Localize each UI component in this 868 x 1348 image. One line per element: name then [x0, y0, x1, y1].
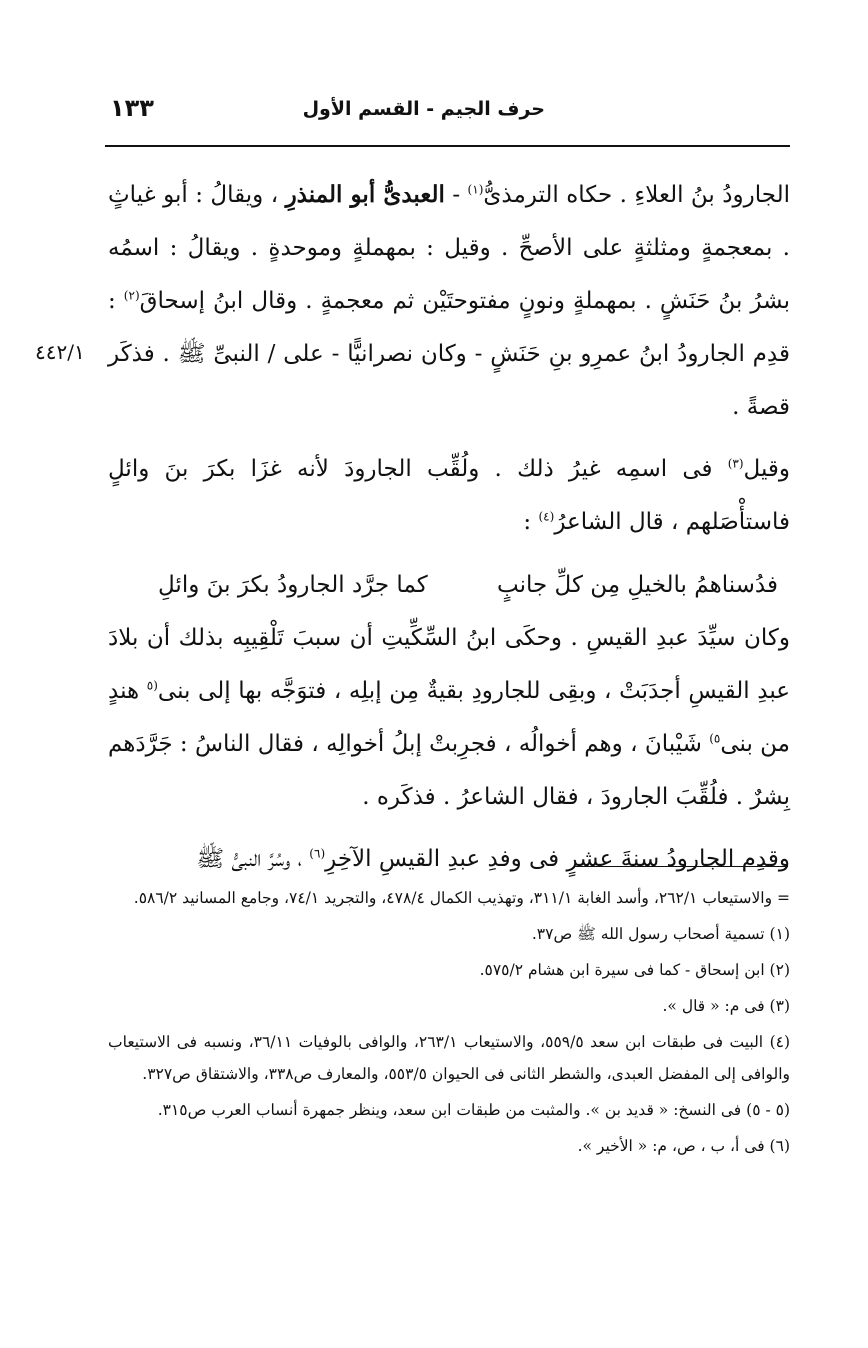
text-run: : قدِم الجارودُ ابنُ عمرِو بنِ حَنَشٍ - وكان نصرانيًّا - على / النبىِّ ﷺ . فذكَر قصةً .: [108, 288, 790, 420]
footnotes: [108, 882, 790, 1162]
footnote-marker: (٣): [727, 456, 744, 471]
footnote-3: (٣) فى م: « قال ».: [662, 997, 790, 1015]
header-divider: [105, 145, 790, 147]
footnote-marker: (٤): [538, 509, 555, 524]
paragraph-4: [108, 833, 790, 886]
footnote-marker: ٥): [709, 731, 721, 746]
footnote-continuation: = والاستيعاب ٢٦٢/١، وأسد الغابة ٣١١/١، وتهذيب الكمال ٤٧٨/٤، والتجريد ٧٤/١، وجامع المسانيد ٥٨٦/٢.: [133, 889, 790, 907]
text-run: وقيل: [743, 456, 790, 482]
text-run: الجارودُ بنُ العلاءِ . حكاه الترمذىُّ: [483, 182, 790, 208]
text-run: وكان سيِّدَ عبدِ القيسِ . وحكَى ابنُ السِّكِّيتِ أن سببَ تَلْقِيبِه بذلك أن بلادَ عبدِ القيسِ أجدَبَتْ ، وبقِى للجارودِ بقيةٌ مِن إبلِه ، فتوَجَّه بها إلى بنى: [108, 625, 791, 704]
header-title: حرف الجيم - القسم الأول: [302, 98, 545, 120]
footnote-5: (٥ - ٥) فى النسخ: « قديد بن ». والمثبت من طبقات ابن سعد، وينظر جمهرة أنساب العرب ص٣١٥.: [157, 1101, 790, 1119]
verse-second-hemistich: كما جرَّد الجارودُ بكرَ بنَ وائلِ: [158, 572, 428, 598]
running-header: [110, 94, 790, 134]
text-run: وقدِم الجارودُ سنةَ عشرٍ فى وفدِ عبدِ القيسِ الآخِرِ: [325, 846, 790, 872]
text-run: ، وسُرَّ النبىُّ ﷺ: [196, 846, 310, 872]
text-run: :: [523, 509, 539, 535]
main-text: [108, 168, 790, 886]
footnote-4: (٤) البيت فى طبقات ابن سعد ٥٥٩/٥، والاستيعاب ٢٦٣/١، والوافى بالوفيات ٣٦/١١، ونسبه فى الاستيعاب والوافى إلى المفضل العبدى، والشطر الثانى فى الحيوان ٥٥٣/٥، والمعارف ص٣٣٨، والاشتقاق ص٣٢٧.: [108, 1033, 791, 1083]
text-run: ، ويقالُ : أبو غياثٍ . بمعجمةٍ ومثلثةٍ على الأصحِّ . وقيل : بمهملةٍ وموحدةٍ . ويقالُ : اسمُه بشرُ بنُ حَنَشٍ . بمهملةٍ ونونٍ مفتوحتَيْن ثم معجمةٍ . وقال ابنُ إسحاقَ: [108, 182, 790, 314]
footnote-marker: (٥: [146, 678, 158, 693]
text-run: -: [444, 182, 468, 208]
verse-first-hemistich: فدُسناهمُ بالخيلِ مِن كلِّ جانبٍ: [497, 572, 778, 598]
paragraph-1: [108, 168, 790, 434]
footnote-marker: (٢): [123, 288, 140, 303]
text-run: شَيْبانَ ، وهم أخوالُه ، فجرِبتْ إبلُ أخوالِه ، فقال الناسُ : جَرَّدَهم بِشرٌ . فلُقِّبَ الجارودَ ، فقال الشاعرُ . فذكَره .: [108, 731, 790, 810]
footnote-6: (٦) فى أ، ب ، ص، م: « الأخير ».: [577, 1137, 790, 1155]
footnote-divider: [575, 866, 788, 867]
page-number: ١٣٣: [110, 94, 154, 122]
footnote-1: (١) تسمية أصحاب رسول الله ﷺ ص٣٧.: [531, 925, 790, 943]
margin-reference: ٤٤٢/١: [35, 340, 85, 364]
poetry-verse: [108, 559, 790, 612]
footnote-2: (٢) ابن إسحاق - كما فى سيرة ابن هشام ٥٧٥/٢.: [479, 961, 790, 979]
bold-name: العبدىُّ أبو المنذرِ: [285, 181, 445, 208]
paragraph-2: [108, 443, 790, 549]
text-run: فى اسمِه غيرُ ذلك . ولُقِّب الجارودَ لأنه غزَا بكرَ بنَ وائلٍ فاستأْصَلهم ، قال الشاعرُ: [108, 456, 790, 535]
paragraph-3: [108, 612, 790, 824]
text-run: هندٍ من بنى: [108, 678, 790, 757]
footnote-marker: (١): [467, 182, 484, 197]
footnote-marker: (٦): [309, 846, 326, 861]
